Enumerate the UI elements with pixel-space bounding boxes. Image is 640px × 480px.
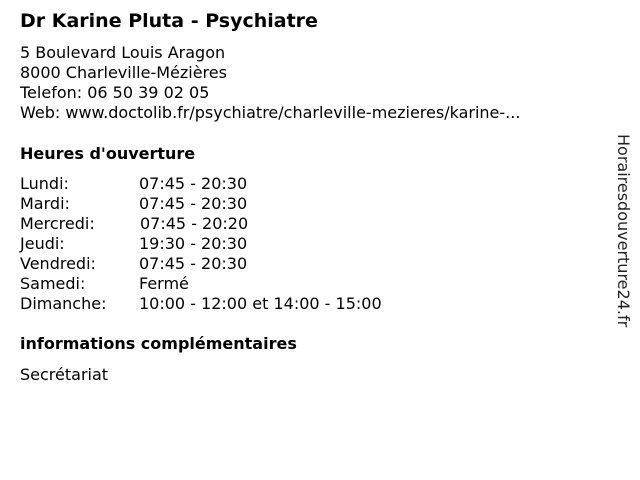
contact-block (20, 43, 520, 123)
day-label: Vendredi: (20, 254, 96, 273)
day-label: Mercredi: (20, 214, 95, 233)
time-value: 07:45 - 20:30 (139, 254, 248, 273)
day-label: Samedi: (20, 274, 86, 293)
day-label: Jeudi: (20, 234, 65, 253)
time-value: 10:00 - 12:00 et 14:00 - 15:00 (139, 294, 382, 313)
street-address: 5 Boulevard Louis Aragon (20, 43, 226, 62)
website-link[interactable]: Web: www.doctolib.fr/psychiatre/charleville-mezieres/karine-... (20, 103, 521, 122)
site-watermark (611, 134, 639, 344)
phone-number[interactable]: Telefon: 06 50 39 02 05 (20, 83, 210, 102)
extra-info-heading: informations complémentaires (20, 334, 297, 353)
time-value: 19:30 - 20:30 (139, 234, 248, 253)
watermark-text: Horairesdouverture24.fr (614, 134, 633, 328)
extra-info-text: Secrétariat (20, 365, 109, 384)
page-title: Dr Karine Pluta - Psychiatre (20, 10, 318, 32)
city-address: 8000 Charleville-Mézières (20, 63, 227, 82)
day-label: Dimanche: (20, 294, 107, 313)
day-label: Lundi: (20, 174, 69, 193)
hours-heading: Heures d'ouverture (20, 144, 196, 163)
day-label: Mardi: (20, 194, 70, 213)
time-value: Fermé (139, 274, 189, 293)
time-value: 07:45 - 20:30 (139, 194, 248, 213)
time-value: 07:45 - 20:20 (140, 214, 249, 233)
time-value: 07:45 - 20:30 (139, 174, 248, 193)
